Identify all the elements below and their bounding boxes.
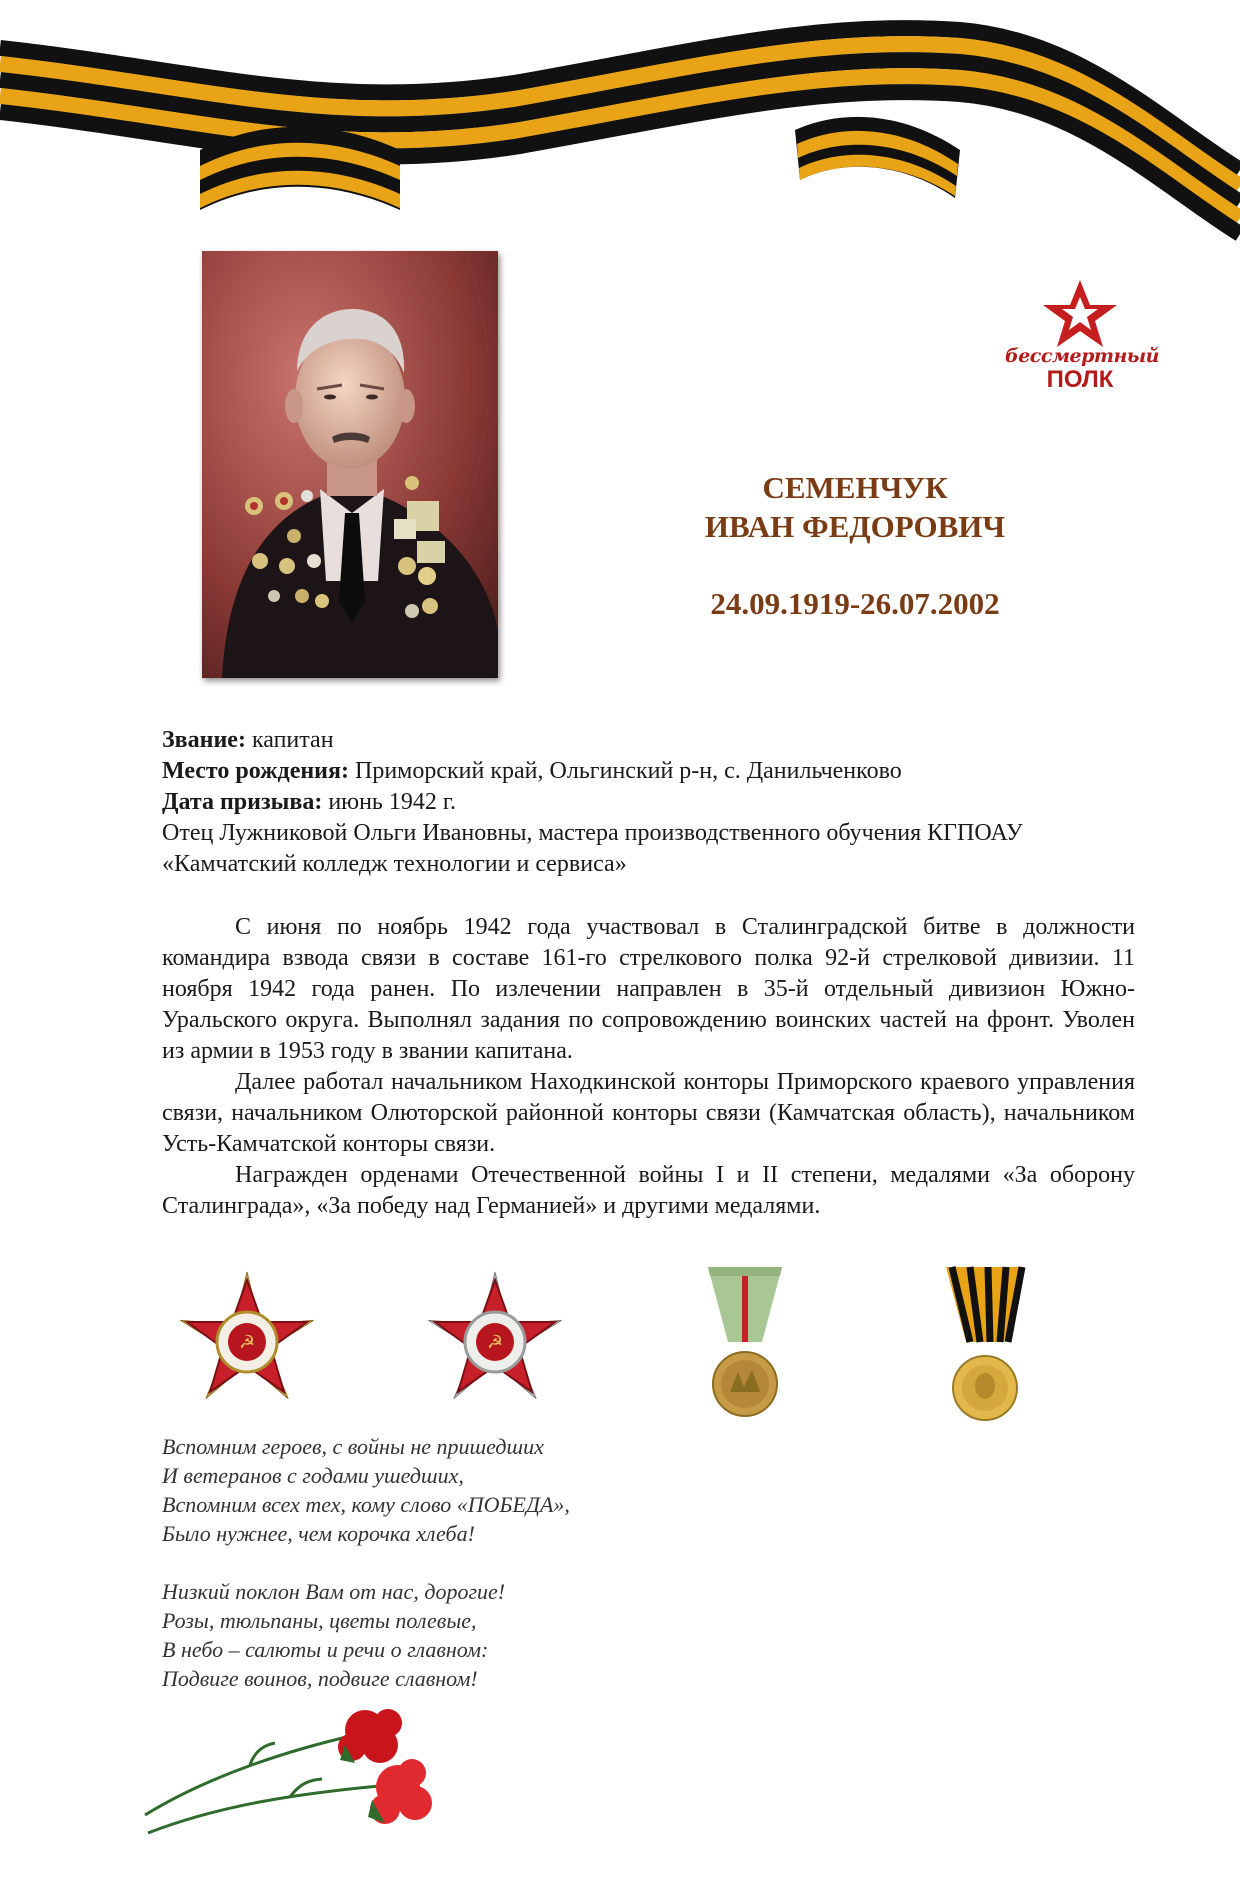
- poem-line: Низкий поклон Вам от нас, дорогие!: [162, 1579, 506, 1604]
- poem-line: Вспомним героев, с войны не пришедших: [162, 1434, 544, 1459]
- biography: [162, 912, 1135, 1222]
- star-icon: [1005, 275, 1155, 350]
- facts-block: [162, 725, 1136, 880]
- rank-label: Звание:: [162, 727, 246, 753]
- poem-stanza: [162, 1577, 762, 1693]
- immortal-regiment-logo: [1005, 275, 1159, 410]
- birthplace-row: [162, 756, 1136, 787]
- poem: [162, 1432, 762, 1722]
- poem-line: Вспомним всех тех, кому слово «ПОБЕДА»,: [162, 1492, 570, 1517]
- poem-stanza: [162, 1432, 762, 1548]
- draft-row: [162, 787, 1136, 818]
- surname: СЕМЕНЧУК: [762, 470, 948, 505]
- poem-line: Было нужнее, чем корочка хлеба!: [162, 1521, 475, 1546]
- order-patriotic-war-1-icon: [175, 1262, 320, 1422]
- poem-line: И ветеранов с годами ушедших,: [162, 1463, 464, 1488]
- order-patriotic-war-2-icon: [423, 1262, 568, 1422]
- svg-text:☭: ☭: [238, 1332, 256, 1353]
- poem-line: Подвиге воинов, подвиге славном!: [162, 1666, 478, 1691]
- life-dates: 24.09.1919-26.07.2002: [710, 586, 1000, 621]
- given-name: ИВАН ФЕДОРОВИЧ: [704, 509, 1006, 544]
- bio-paragraph: С июня по ноябрь 1942 года участвовал в Сталинградской битве в должности командира взвода связи в составе 161-го стрелкового полка 92-й стрелковой дивизии. 11 ноября 1942 года ранен. По излечении направлен в 35-й отдельный дивизион Южно-Уральского округа. Выполнял задания по сопровождению воинских частей на фронт. Уволен из армии в 1953 году в звании капитана.: [162, 914, 1135, 1064]
- bio-paragraph: Далее работал начальником Находкинской конторы Приморского краевого управления связи, начальником Олюторской районной конторы связи (Камчатская область), начальником Усть-Камчатской конторы связи.: [162, 1069, 1135, 1157]
- draft-value: июнь 1942 г.: [328, 789, 457, 815]
- medal-victory-icon: [940, 1262, 1030, 1430]
- bio-paragraph: Награжден орденами Отечественной войны I и II степени, медалями «За оборону Сталинграда», «За победу над Германией» и другими медалями.: [162, 1162, 1135, 1219]
- svg-text:☭: ☭: [486, 1332, 504, 1353]
- relation-text: Отец Лужниковой Ольги Ивановны, мастера производственного обучения КГПОАУ «Камчатский колледж технологии и сервиса»: [162, 820, 1023, 877]
- carnations-icon: [140, 1705, 450, 1845]
- poem-line: В небо – салюты и речи о главном:: [162, 1637, 489, 1662]
- st-george-ribbon-icon: [0, 0, 1240, 260]
- birthplace-value: Приморский край, Ольгинский р-н, с. Данильченково: [354, 758, 902, 784]
- birthplace-label: Место рождения:: [162, 758, 349, 784]
- rank-value: капитан: [251, 727, 334, 753]
- rank-row: [162, 725, 1136, 756]
- logo-script-text: бессмертный: [1005, 345, 1159, 367]
- medal-stalingrad-icon: [700, 1262, 790, 1422]
- logo-word-text: ПОЛК: [1046, 366, 1114, 393]
- poem-line: Розы, тюльпаны, цветы полевые,: [162, 1608, 477, 1633]
- veteran-portrait: [202, 251, 498, 678]
- draft-label: Дата призыва:: [162, 789, 323, 815]
